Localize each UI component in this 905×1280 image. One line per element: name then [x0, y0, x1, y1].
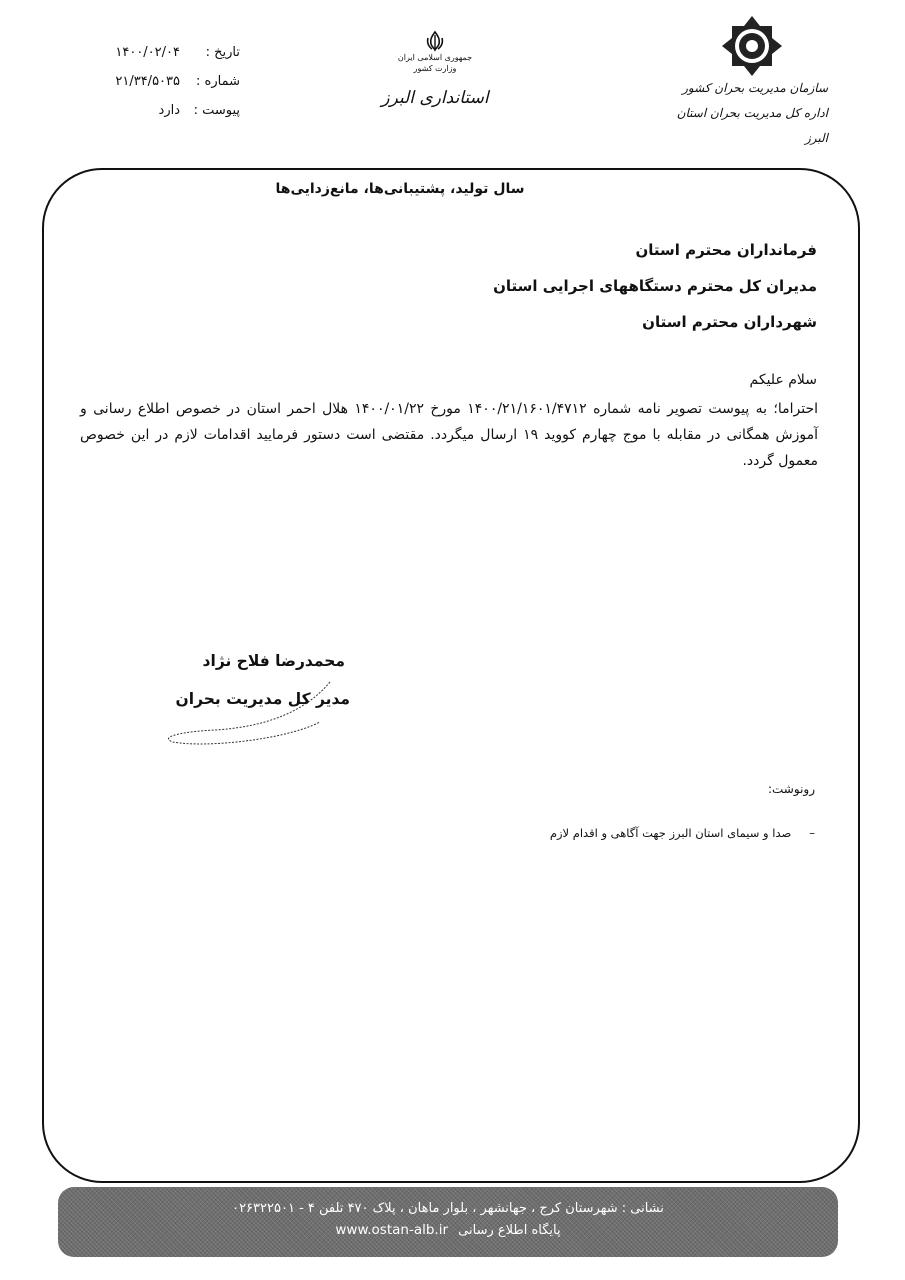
- recipient-2: مدیران کل محترم دستگاههای اجرایی استان: [493, 277, 817, 295]
- signature-block: [155, 652, 365, 752]
- recipient-3: شهرداران محترم استان: [642, 313, 817, 331]
- date-row: [70, 38, 240, 67]
- footer-portal: [58, 1222, 838, 1238]
- signer-name: محمدرضا فلاح نژاد: [202, 652, 345, 670]
- attachment-label: پیوست :: [193, 103, 240, 118]
- number-value: ۲۱/۳۴/۵۰۳۵: [115, 74, 180, 89]
- organization-name: [668, 76, 828, 151]
- portal-label: پایگاه اطلاع رسانی: [458, 1223, 561, 1238]
- cc-bullet: –: [809, 826, 815, 840]
- recipients: [317, 232, 817, 340]
- crisis-management-logo-icon: [720, 14, 784, 78]
- number-row: [70, 67, 240, 96]
- letter-meta: [70, 38, 240, 125]
- date-value: ۱۴۰۰/۰۲/۰۴: [115, 45, 180, 60]
- footer-bar: [58, 1187, 838, 1257]
- cc-item: [550, 826, 815, 840]
- letter-body: احتراما؛ به پیوست تصویر نامه شماره ۱۴۰۰/۲۱/۱۶۰۱/۴۷۱۲ مورخ ۱۴۰۰/۰۱/۲۲ هلال احمر استان در خصوص اطلاع رسانی و آموزش همگانی در مقابله با موج چهارم کووید ۱۹ ارسال میگردد. مقتضی است دستور فرمایید اقدامات لازم در این خصوص معمول گردد.: [80, 401, 818, 469]
- cc-text: صدا و سیمای استان البرز جهت آگاهی و اقدام لازم: [549, 826, 792, 840]
- date-label: تاریخ :: [205, 45, 240, 60]
- ministry-header: [360, 30, 510, 108]
- org-line-1: سازمان مدیریت بحران کشور: [682, 81, 828, 95]
- website-link[interactable]: www.ostan-alb.ir: [335, 1222, 449, 1238]
- cc-title: رونوشت:: [767, 782, 815, 796]
- recipient-1: فرمانداران محترم استان: [635, 241, 817, 259]
- greeting: سلام علیکم: [749, 372, 817, 388]
- iran-emblem-icon: [424, 30, 446, 52]
- footer-address: نشانی : شهرستان کرج ، جهانشهر ، بلوار ماهان ، پلاک ۴۷۰ تلفن ۴ - ۰۲۶۳۲۲۵۰۱: [232, 1201, 664, 1216]
- ministry-line: وزارت کشور: [413, 64, 457, 73]
- org-line-2: اداره کل مدیریت بحران استان البرز: [676, 106, 828, 145]
- signer-title: مدیر کل مدیریت بحران: [175, 690, 350, 708]
- republic-line: جمهوری اسلامی ایران: [397, 53, 473, 62]
- ostandari-title: استانداری البرز: [381, 88, 489, 108]
- year-slogan: سال تولید، پشتیبانی‌ها، مانع‌زدایی‌ها: [275, 181, 525, 197]
- number-label: شماره :: [196, 74, 240, 89]
- attachment-row: [70, 96, 240, 125]
- attachment-value: دارد: [158, 103, 180, 118]
